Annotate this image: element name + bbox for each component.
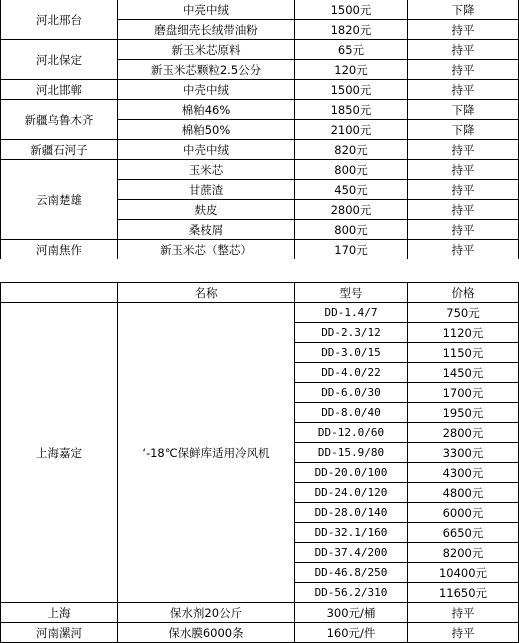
model-cell: DD-12.0/60 [295, 423, 408, 443]
trend-cell: 持平 [408, 220, 519, 240]
price-cell: 1850元 [295, 100, 408, 120]
price-cell: 3300元 [408, 443, 519, 463]
product-cell: 保水剂20公斤 [118, 603, 295, 623]
price-cell: 1820元 [295, 20, 408, 40]
trend-cell: 下降 [408, 0, 519, 20]
region-cell: 河北邯郸 [1, 80, 118, 100]
price-cell: 120元 [295, 60, 408, 80]
region-cell: 上海 [1, 603, 118, 623]
header-price: 价格 [408, 283, 519, 303]
product-cell: 新玉米芯原料 [118, 40, 295, 60]
price-cell: 6000元 [408, 503, 519, 523]
trend-cell: 下降 [408, 120, 519, 140]
price-table-equipment [0, 282, 519, 643]
table-header-row [1, 283, 519, 303]
price-cell: 65元 [295, 40, 408, 60]
table-row [1, 160, 519, 180]
model-cell: DD-4.0/22 [295, 363, 408, 383]
price-cell: 160元/件 [295, 623, 408, 643]
region-cell: 上海嘉定 [1, 303, 118, 603]
region-cell: 河北保定 [1, 40, 118, 80]
product-cell: 玉米芯 [118, 160, 295, 180]
product-cell: 磨盘细壳长绒带油粉 [118, 20, 295, 40]
trend-cell: 持平 [408, 240, 519, 260]
table-row [1, 40, 519, 60]
table-gap [0, 259, 519, 283]
table-row [1, 0, 519, 20]
table-row [1, 100, 519, 120]
trend-cell: 持平 [408, 180, 519, 200]
trend-cell: 持平 [408, 80, 519, 100]
model-cell: DD-20.0/100 [295, 463, 408, 483]
region-cell: 新疆乌鲁木齐 [1, 100, 118, 140]
product-cell: 新玉米芯颗粒2.5公分 [118, 60, 295, 80]
trend-cell: 持平 [408, 60, 519, 80]
trend-cell: 持平 [408, 623, 519, 643]
price-cell: 1150元 [408, 343, 519, 363]
model-cell: DD-37.4/200 [295, 543, 408, 563]
price-cell: 1450元 [408, 363, 519, 383]
trend-cell: 持平 [408, 140, 519, 160]
model-cell: DD-1.4/7 [295, 303, 408, 323]
model-cell: DD-46.8/250 [295, 563, 408, 583]
price-cell: 10400元 [408, 563, 519, 583]
price-cell: 8200元 [408, 543, 519, 563]
price-cell: 4800元 [408, 483, 519, 503]
product-cell: 中壳中绒 [118, 140, 295, 160]
region-cell: 河南漯河 [1, 623, 118, 643]
trend-cell: 持平 [408, 40, 519, 60]
price-cell: 800元 [295, 160, 408, 180]
product-cell: 棉粕50% [118, 120, 295, 140]
price-cell: 1120元 [408, 323, 519, 343]
trend-cell: 持平 [408, 160, 519, 180]
model-cell: DD-56.2/310 [295, 583, 408, 603]
header-name: 名称 [118, 283, 295, 303]
price-cell: 2100元 [295, 120, 408, 140]
product-cell: 桑枝屑 [118, 220, 295, 240]
price-cell: 4300元 [408, 463, 519, 483]
product-cell: 中亮中绒 [118, 0, 295, 20]
price-cell: 170元 [295, 240, 408, 260]
header-empty [1, 283, 118, 303]
model-cell: DD-32.1/160 [295, 523, 408, 543]
table-row [1, 623, 519, 643]
region-cell: 新疆石河子 [1, 140, 118, 160]
model-cell: DD-28.0/140 [295, 503, 408, 523]
price-cell: 750元 [408, 303, 519, 323]
product-cell: 棉粕46% [118, 100, 295, 120]
price-cell: 1500元 [295, 0, 408, 20]
model-cell: DD-3.0/15 [295, 343, 408, 363]
table-row [1, 140, 519, 160]
trend-cell: 持平 [408, 603, 519, 623]
price-cell: 450元 [295, 180, 408, 200]
trend-cell: 下降 [408, 100, 519, 120]
price-table-regions [0, 0, 519, 260]
region-cell: 河南焦作 [1, 240, 118, 260]
product-cell: 麸皮 [118, 200, 295, 220]
product-cell: 保水膜6000条 [118, 623, 295, 643]
model-cell: DD-8.0/40 [295, 403, 408, 423]
product-cell: ‘-18℃保鲜库适用冷风机 [118, 303, 295, 603]
table-row [1, 240, 519, 260]
region-cell: 云南楚雄 [1, 160, 118, 240]
model-cell: DD-15.9/80 [295, 443, 408, 463]
table-row [1, 303, 519, 323]
price-cell: 820元 [295, 140, 408, 160]
price-cell: 2800元 [295, 200, 408, 220]
model-cell: DD-24.0/120 [295, 483, 408, 503]
product-cell: 中壳中绒 [118, 80, 295, 100]
model-cell: DD-6.0/30 [295, 383, 408, 403]
price-cell: 1950元 [408, 403, 519, 423]
trend-cell: 持平 [408, 200, 519, 220]
price-cell: 11650元 [408, 583, 519, 603]
price-cell: 300元/桶 [295, 603, 408, 623]
model-cell: DD-2.3/12 [295, 323, 408, 343]
region-cell: 河北邢台 [1, 0, 118, 40]
price-cell: 1700元 [408, 383, 519, 403]
trend-cell: 持平 [408, 20, 519, 40]
price-cell: 2800元 [408, 423, 519, 443]
table-row [1, 80, 519, 100]
price-cell: 1500元 [295, 80, 408, 100]
product-cell: 甘蔗渣 [118, 180, 295, 200]
header-model: 型号 [295, 283, 408, 303]
table-row [1, 603, 519, 623]
product-cell: 新玉米芯（整芯） [118, 240, 295, 260]
price-cell: 6650元 [408, 523, 519, 543]
price-cell: 800元 [295, 220, 408, 240]
